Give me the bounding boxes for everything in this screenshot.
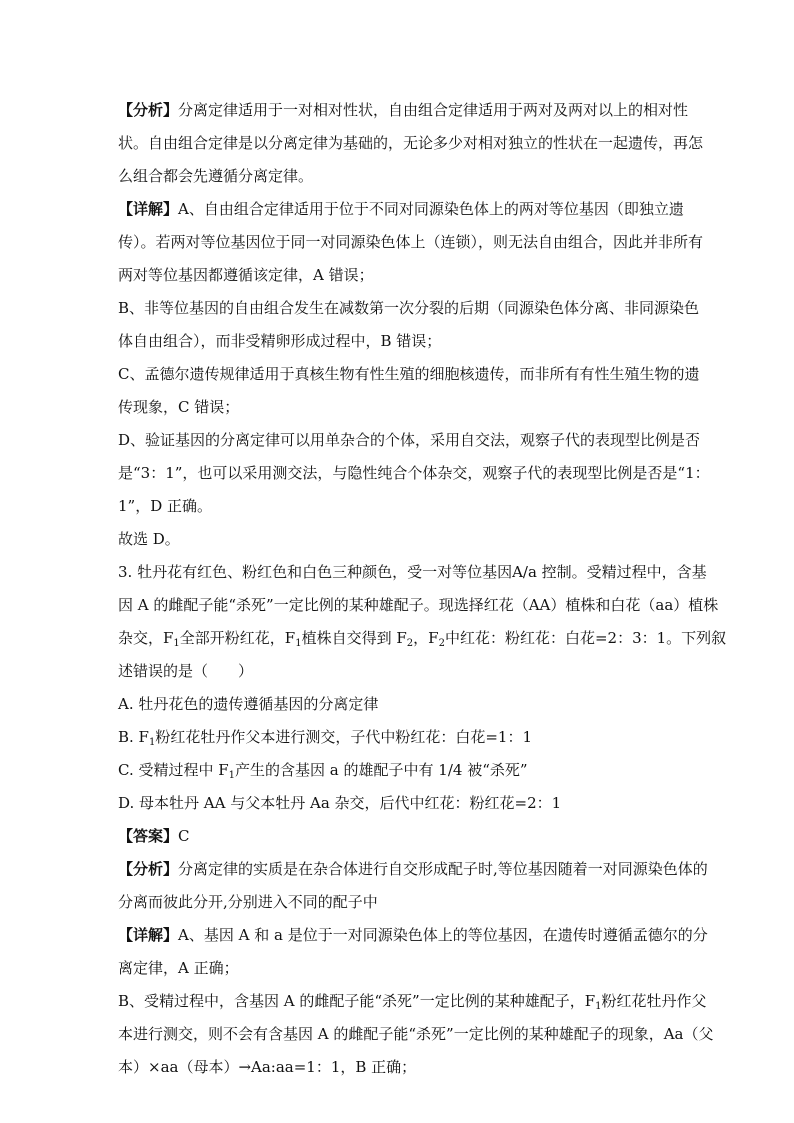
line-text: C. 受精过程中 F xyxy=(118,761,229,779)
text-line xyxy=(118,793,561,813)
line-text: C xyxy=(178,827,190,845)
text-line xyxy=(118,199,684,219)
text-line xyxy=(118,331,441,351)
text-line xyxy=(118,430,700,450)
text-line xyxy=(118,661,253,681)
text-line xyxy=(118,529,180,549)
subscript: 1 xyxy=(173,638,180,649)
text-line xyxy=(118,826,190,846)
line-text: 产生的含基因 a 的雄配子中有 1/4 被“杀死” xyxy=(235,761,528,779)
text-line xyxy=(118,463,710,483)
subscript: 2 xyxy=(406,638,414,649)
text-line xyxy=(118,133,703,153)
text-line xyxy=(118,496,212,516)
text-line xyxy=(118,859,708,879)
text-line xyxy=(118,595,718,615)
text-line xyxy=(118,1024,714,1044)
text-line xyxy=(118,925,708,945)
line-text: 述错误的是（ ） xyxy=(118,662,254,680)
text-line xyxy=(118,562,707,582)
line-text: 两对等位基因都遵循该定律，A 错误； xyxy=(118,266,374,284)
line-text: 植株自交得到 F xyxy=(301,629,407,647)
line-text: 1”，D 正确。 xyxy=(118,497,213,515)
line-text: 中红花：粉红花：白花=2：3：1。下列叙 xyxy=(444,629,727,647)
text-line xyxy=(118,1057,416,1077)
line-text: 分离定律适用于一对相对性状，自由组合定律适用于两对及两对以上的相对性 xyxy=(178,101,689,119)
text-line xyxy=(118,364,699,384)
line-text: 是“3：1”，也可以采用测交法，与隐性纯合个体杂交，观察子代的表现型比例是否是“1： xyxy=(118,464,710,482)
text-line xyxy=(118,958,239,978)
line-text: 么组合都会先遵循分离定律。 xyxy=(118,167,314,185)
section-tag: 【详解】 xyxy=(118,200,179,218)
line-text: 传）。若两对等位基因位于同一对同源染色体上（连锁），则无法自由组合，因此并非所有 xyxy=(118,233,704,251)
line-text: D. 母本牡丹 AA 与父本牡丹 Aa 杂交，后代中红花：粉红花=2：1 xyxy=(118,794,562,812)
line-text: 粉红花牡丹作父本进行测交，子代中粉红花：白花=1：1 xyxy=(155,728,533,746)
text-line xyxy=(118,628,726,648)
text-line xyxy=(118,991,707,1011)
subscript: 1 xyxy=(295,638,302,649)
text-line xyxy=(118,727,532,747)
line-text: 体自由组合），而非受精卵形成过程中，B 错误； xyxy=(118,332,442,350)
line-text: 本进行测交，则不会有含基因 A 的雌配子能“杀死”一定比例的某种雄配子的现象，Aa（父 xyxy=(118,1025,714,1043)
section-tag: 【答案】 xyxy=(118,827,179,845)
text-line xyxy=(118,760,528,780)
text-line xyxy=(118,100,688,120)
line-text: 离定律，A 正确； xyxy=(118,959,239,977)
line-text: C、孟德尔遗传规律适用于真核生物有性生殖的细胞核遗传，而非所有有性生殖生物的遗 xyxy=(118,365,700,383)
line-text: B、受精过程中，含基因 A 的雌配子能“杀死”一定比例的某种雄配子，F xyxy=(118,992,596,1010)
text-line xyxy=(118,166,313,186)
section-tag: 【分析】 xyxy=(118,860,179,878)
line-text: 全部开粉红花，F xyxy=(179,629,296,647)
text-line xyxy=(118,397,239,417)
line-text: A、自由组合定律适用于位于不同对同源染色体上的两对等位基因（即独立遗 xyxy=(178,200,684,218)
text-line xyxy=(118,892,378,912)
text-line xyxy=(118,694,378,714)
line-text: ，F xyxy=(413,629,439,647)
section-tag: 【详解】 xyxy=(118,926,179,944)
line-text: 分离而彼此分开,分别进入不同的配子中 xyxy=(118,893,378,911)
text-line xyxy=(118,265,374,285)
line-text: 故选 D。 xyxy=(118,530,180,548)
line-text: B. F xyxy=(118,728,149,746)
line-text: A、基因 A 和 a 是位于一对同源染色体上的等位基因，在遗传时遵循孟德尔的分 xyxy=(178,926,708,944)
line-text: D、验证基因的分离定律可以用单杂合的个体，采用自交法，观察子代的表现型比例是否 xyxy=(118,431,701,449)
line-text: B、非等位基因的自由组合发生在减数第一次分裂的后期（同源染色体分离、非同源染色 xyxy=(118,299,700,317)
subscript: 1 xyxy=(595,1001,602,1012)
line-text: 状。自由组合定律是以分离定律为基础的，无论多少对相对独立的性状在一起遗传，再怎 xyxy=(118,134,704,152)
line-text: 杂交，F xyxy=(118,629,174,647)
line-text: 3. 牡丹花有红色、粉红色和白色三种颜色，受一对等位基因A/a 控制。受精过程中，含基 xyxy=(118,563,707,581)
line-text: 传现象，C 错误； xyxy=(118,398,240,416)
line-text: 本）×aa（母本）→Aa:aa=1：1，B 正确； xyxy=(118,1058,417,1076)
text-line xyxy=(118,232,703,252)
text-line xyxy=(118,298,699,318)
subscript: 1 xyxy=(148,737,156,748)
line-text: A. 牡丹花色的遗传遵循基因的分离定律 xyxy=(118,695,379,713)
line-text: 因 A 的雌配子能“杀死”一定比例的某种雄配子。现选择红花（AA）植株和白花（aa）植株 xyxy=(118,596,719,614)
section-tag: 【分析】 xyxy=(118,101,179,119)
subscript: 2 xyxy=(438,638,445,649)
line-text: 分离定律的实质是在杂合体进行自交形成配子时,等位基因随着一对同源染色体的 xyxy=(178,860,708,878)
subscript: 1 xyxy=(228,770,236,781)
line-text: 粉红花牡丹作父 xyxy=(601,992,707,1010)
